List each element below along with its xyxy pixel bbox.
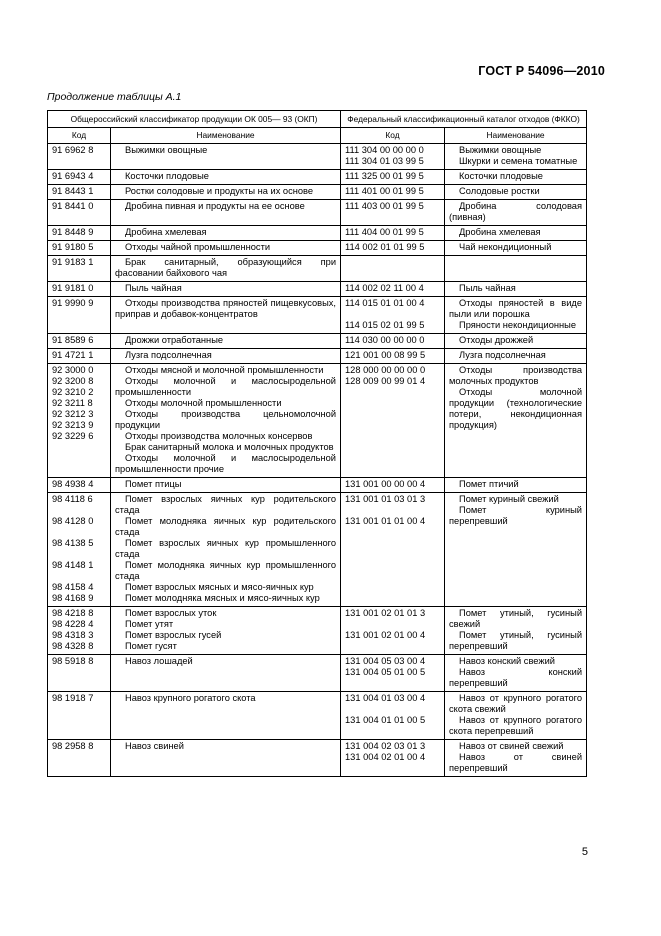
name-value: Отходы молочной и маслосыродельной промышленности прочие xyxy=(115,453,337,474)
table-row xyxy=(48,297,587,334)
name-value: Брак санитарный молока и молочных продуктов xyxy=(125,442,334,452)
code-value: 91 4721 1 xyxy=(52,350,94,360)
name-value: Помет гусят xyxy=(125,641,177,651)
fkko-name-cell xyxy=(445,740,587,777)
name-value: Отходы молочной продукции (технологические потери, некондиционная продукция) xyxy=(449,387,583,430)
code-value: 91 9183 1 xyxy=(52,257,94,267)
name-value: Помет утиный, гусиный свежий xyxy=(449,608,583,629)
code-value: 98 4328 8 xyxy=(52,641,94,651)
name-value: Выжимки овощные xyxy=(125,145,208,155)
code-value: 128 000 00 00 00 0 xyxy=(345,365,426,375)
group-header-row xyxy=(48,111,587,128)
fkko-name-cell xyxy=(445,493,587,607)
name-value: Помет взрослых яичных кур промышленного стада xyxy=(115,538,337,559)
code-value: 131 004 01 03 00 4 xyxy=(345,693,426,703)
name-value: Отходы чайной промышленности xyxy=(125,242,271,252)
code-value: 131 001 02 01 00 4 xyxy=(345,630,426,640)
okp-name-cell xyxy=(111,655,341,692)
code-value: 92 3211 8 xyxy=(52,398,93,408)
name-value: Ростки солодовые и продукты на их основе xyxy=(125,186,314,196)
fkko-code-cell xyxy=(341,692,445,740)
name-value: Помет птичий xyxy=(459,479,519,489)
okp-name-cell xyxy=(111,282,341,297)
name-value: Шкурки и семена томатные xyxy=(459,156,578,166)
fkko-code-cell xyxy=(341,607,445,655)
okp-name-cell xyxy=(111,170,341,185)
name-value: Пыль чайная xyxy=(459,283,516,293)
table-caption: Продолжение таблицы А.1 xyxy=(47,91,182,103)
fkko-name-cell xyxy=(445,170,587,185)
name-value: Навоз конский свежий xyxy=(459,656,555,666)
fkko-code-cell xyxy=(341,226,445,241)
name-value: Отходы молочной промышленности xyxy=(125,398,282,408)
table-row xyxy=(48,200,587,226)
name-value: Дробина пивная и продукты на ее основе xyxy=(125,201,305,211)
code-value: 98 4938 4 xyxy=(52,479,94,489)
fkko-code-cell xyxy=(341,256,445,282)
name-value: Отходы дрожжей xyxy=(459,335,534,345)
name-value: Помет взрослых яичных кур родительского стада xyxy=(115,494,337,515)
name-value: Выжимки овощные xyxy=(459,145,542,155)
code-value: 98 4218 8 xyxy=(52,608,94,618)
code-value: 128 009 00 99 01 4 xyxy=(345,376,426,386)
okp-code-cell xyxy=(48,655,111,692)
name-value: Навоз от крупного рогатого скота свежий xyxy=(449,693,583,714)
name-value: Отходы мясной и молочной промышленности xyxy=(125,365,324,375)
code-value: 111 404 00 01 99 5 xyxy=(345,227,424,237)
fkko-name-cell xyxy=(445,297,587,334)
code-value: 91 9990 9 xyxy=(52,298,94,308)
name-value: Помет утят xyxy=(125,619,174,629)
okp-code-cell xyxy=(48,334,111,349)
fkko-name-cell xyxy=(445,478,587,493)
code-value: 98 4228 4 xyxy=(52,619,94,629)
fkko-code-cell xyxy=(341,297,445,334)
code-value: 114 002 02 11 00 4 xyxy=(345,283,424,293)
fkko-code-cell xyxy=(341,170,445,185)
table-row xyxy=(48,282,587,297)
okp-name-cell xyxy=(111,241,341,256)
table-row xyxy=(48,478,587,493)
table-row xyxy=(48,256,587,282)
code-value: 92 3210 2 xyxy=(52,387,94,397)
code-value: 111 403 00 01 99 5 xyxy=(345,201,424,211)
code-value: 91 6943 4 xyxy=(52,171,94,181)
standard-header: ГОСТ Р 54096—2010 xyxy=(478,64,605,78)
code-value: 98 2958 8 xyxy=(52,741,94,751)
okp-code-cell xyxy=(48,740,111,777)
code-value: 92 3200 8 xyxy=(52,376,94,386)
fkko-name-cell xyxy=(445,185,587,200)
name-value: Помет взрослых мясных и мясо-яичных кур xyxy=(125,582,314,592)
code-value: 131 004 05 03 00 4 xyxy=(345,656,426,666)
okp-name-cell xyxy=(111,334,341,349)
okp-name-cell xyxy=(111,144,341,170)
table-row xyxy=(48,349,587,364)
fkko-name-cell xyxy=(445,655,587,692)
code-value: 111 304 00 00 00 0 xyxy=(345,145,424,155)
name-value: Отходы производства молочных продуктов xyxy=(449,365,583,386)
code-value: 114 015 02 01 99 5 xyxy=(345,320,425,330)
code-value: 111 401 00 01 99 5 xyxy=(345,186,424,196)
code-value: 131 001 02 01 01 3 xyxy=(345,608,426,618)
name-value: Помет куриный свежий xyxy=(459,494,559,504)
name-value: Пыль чайная xyxy=(125,283,182,293)
table-row xyxy=(48,607,587,655)
table-row xyxy=(48,692,587,740)
okp-code-cell xyxy=(48,226,111,241)
code-value: 114 015 01 01 00 4 xyxy=(345,298,425,308)
table-row xyxy=(48,144,587,170)
fkko-name-cell xyxy=(445,144,587,170)
code-value: 92 3229 6 xyxy=(52,431,94,441)
name-value: Навоз крупного рогатого скота xyxy=(125,693,256,703)
fkko-code-cell xyxy=(341,144,445,170)
fkko-group-header: Федеральный классификационный каталог отходов (ФККО) xyxy=(341,111,587,128)
table-row xyxy=(48,170,587,185)
code-value: 91 8441 0 xyxy=(52,201,94,211)
code-value: 98 4138 5 xyxy=(52,538,94,548)
name-value: Дробина хмелевая xyxy=(125,227,207,237)
okp-code-cell xyxy=(48,144,111,170)
name-value: Дрожжи отработанные xyxy=(125,335,224,345)
name-value: Отходы производства молочных консервов xyxy=(125,431,313,441)
fkko-code-cell xyxy=(341,349,445,364)
okp-code-cell xyxy=(48,478,111,493)
code-value: 92 3000 0 xyxy=(52,365,94,375)
okp-name-cell xyxy=(111,349,341,364)
okp-name-header: Наименование xyxy=(111,128,341,144)
code-value: 131 001 01 01 00 4 xyxy=(345,516,426,526)
fkko-code-cell xyxy=(341,655,445,692)
table-row xyxy=(48,364,587,478)
okp-code-cell xyxy=(48,607,111,655)
name-value: Брак санитарный, образующийся при фасовании байхового чая xyxy=(115,257,337,278)
code-value: 131 004 02 01 00 4 xyxy=(345,752,426,762)
fkko-code-cell xyxy=(341,185,445,200)
code-value: 98 4148 1 xyxy=(52,560,94,570)
name-value: Помет взрослых уток xyxy=(125,608,217,618)
okp-code-cell xyxy=(48,493,111,607)
code-value: 121 001 00 08 99 5 xyxy=(345,350,426,360)
name-value: Косточки плодовые xyxy=(125,171,209,181)
fkko-name-cell xyxy=(445,692,587,740)
okp-code-cell xyxy=(48,200,111,226)
table-row xyxy=(48,655,587,692)
name-value: Помет молодняка мясных и мясо-яичных кур xyxy=(125,593,320,603)
okp-code-cell xyxy=(48,241,111,256)
code-value: 114 002 01 01 99 5 xyxy=(345,242,425,252)
fkko-code-cell xyxy=(341,241,445,256)
name-value: Помет утиный, гусиный перепревший xyxy=(449,630,583,651)
okp-name-cell xyxy=(111,256,341,282)
name-value: Помет молодняка яичных кур родительского стада xyxy=(115,516,337,537)
code-value: 111 304 01 03 99 5 xyxy=(345,156,424,166)
okp-code-cell xyxy=(48,349,111,364)
fkko-name-cell xyxy=(445,256,587,282)
name-value: Дробина солодовая (пивная) xyxy=(449,201,583,222)
fkko-name-cell xyxy=(445,364,587,478)
name-value: Помет куриный перепревший xyxy=(449,505,583,526)
name-value: Навоз свиней xyxy=(125,741,184,751)
code-value: 91 6962 8 xyxy=(52,145,94,155)
okp-name-cell xyxy=(111,297,341,334)
fkko-name-cell xyxy=(445,200,587,226)
fkko-code-cell xyxy=(341,364,445,478)
okp-name-cell xyxy=(111,364,341,478)
table-row xyxy=(48,334,587,349)
okp-code-cell xyxy=(48,282,111,297)
name-value: Отходы производства цельномолочной продукции xyxy=(115,409,337,430)
name-value: Отходы пряностей в виде пыли или порошка xyxy=(449,298,583,319)
okp-code-cell xyxy=(48,297,111,334)
code-value: 98 4118 6 xyxy=(52,494,93,504)
table-row xyxy=(48,740,587,777)
okp-name-cell xyxy=(111,740,341,777)
fkko-name-cell xyxy=(445,282,587,297)
name-value: Помет птицы xyxy=(125,479,182,489)
name-value: Косточки плодовые xyxy=(459,171,543,181)
okp-name-cell xyxy=(111,493,341,607)
classification-table xyxy=(47,110,587,777)
name-value: Чай некондиционный xyxy=(459,242,552,252)
fkko-name-cell xyxy=(445,349,587,364)
table-row xyxy=(48,185,587,200)
code-value: 111 325 00 01 99 5 xyxy=(345,171,424,181)
name-value: Навоз конский перепревший xyxy=(449,667,583,688)
name-value: Навоз от крупного рогатого скота перепревший xyxy=(449,715,583,736)
fkko-code-header: Код xyxy=(341,128,445,144)
okp-code-cell xyxy=(48,170,111,185)
code-value: 98 4158 4 xyxy=(52,582,94,592)
okp-name-cell xyxy=(111,478,341,493)
code-value: 91 9181 0 xyxy=(52,283,94,293)
okp-code-header: Код xyxy=(48,128,111,144)
name-value: Помет взрослых гусей xyxy=(125,630,222,640)
code-value: 131 004 05 01 00 5 xyxy=(345,667,426,677)
fkko-name-cell xyxy=(445,334,587,349)
fkko-name-cell xyxy=(445,226,587,241)
fkko-code-cell xyxy=(341,740,445,777)
code-value: 114 030 00 00 00 0 xyxy=(345,335,425,345)
name-value: Навоз лошадей xyxy=(125,656,193,666)
okp-code-cell xyxy=(48,185,111,200)
code-value: 91 8448 9 xyxy=(52,227,94,237)
okp-name-cell xyxy=(111,226,341,241)
table-row xyxy=(48,493,587,607)
fkko-code-cell xyxy=(341,478,445,493)
code-value: 131 004 01 01 00 5 xyxy=(345,715,426,725)
code-value: 131 001 01 03 01 3 xyxy=(345,494,426,504)
name-value: Дробина хмелевая xyxy=(459,227,541,237)
okp-code-cell xyxy=(48,364,111,478)
page-number: 5 xyxy=(581,846,588,858)
table-row xyxy=(48,241,587,256)
name-value: Лузга подсолнечная xyxy=(459,350,546,360)
code-value: 98 5918 8 xyxy=(52,656,94,666)
name-value: Солодовые ростки xyxy=(459,186,540,196)
okp-code-cell xyxy=(48,692,111,740)
fkko-name-cell xyxy=(445,241,587,256)
code-value: 91 8443 1 xyxy=(52,186,94,196)
column-header-row xyxy=(48,128,587,144)
okp-name-cell xyxy=(111,692,341,740)
code-value: 92 3212 3 xyxy=(52,409,94,419)
okp-code-cell xyxy=(48,256,111,282)
code-value: 92 3213 9 xyxy=(52,420,94,430)
name-value: Навоз от свиней свежий xyxy=(459,741,564,751)
name-value: Пряности некондиционные xyxy=(459,320,576,330)
name-value: Отходы молочной и маслосыродельной промышленности xyxy=(115,376,337,397)
fkko-code-cell xyxy=(341,282,445,297)
fkko-name-cell xyxy=(445,607,587,655)
name-value: Отходы производства пряностей пищевкусовых, приправ и добавок-концентратов xyxy=(115,298,337,319)
code-value: 91 9180 5 xyxy=(52,242,94,252)
name-value: Навоз от свиней перепревший xyxy=(449,752,583,773)
table-row xyxy=(48,226,587,241)
code-value: 98 1918 7 xyxy=(52,693,94,703)
fkko-code-cell xyxy=(341,334,445,349)
okp-name-cell xyxy=(111,185,341,200)
code-value: 131 004 02 03 01 3 xyxy=(345,741,426,751)
code-value: 98 4168 9 xyxy=(52,593,94,603)
code-value: 91 8589 6 xyxy=(52,335,94,345)
okp-group-header: Общероссийский классификатор продукции ОК 005— 93 (ОКП) xyxy=(48,111,341,128)
fkko-code-cell xyxy=(341,493,445,607)
okp-name-cell xyxy=(111,607,341,655)
code-value: 98 4128 0 xyxy=(52,516,94,526)
code-value: 98 4318 3 xyxy=(52,630,94,640)
name-value: Помет молодняка яичных кур промышленного стада xyxy=(115,560,337,581)
code-value: 131 001 00 00 00 4 xyxy=(345,479,426,489)
fkko-name-header: Наименование xyxy=(445,128,587,144)
fkko-code-cell xyxy=(341,200,445,226)
okp-name-cell xyxy=(111,200,341,226)
name-value: Лузга подсолнечная xyxy=(125,350,212,360)
